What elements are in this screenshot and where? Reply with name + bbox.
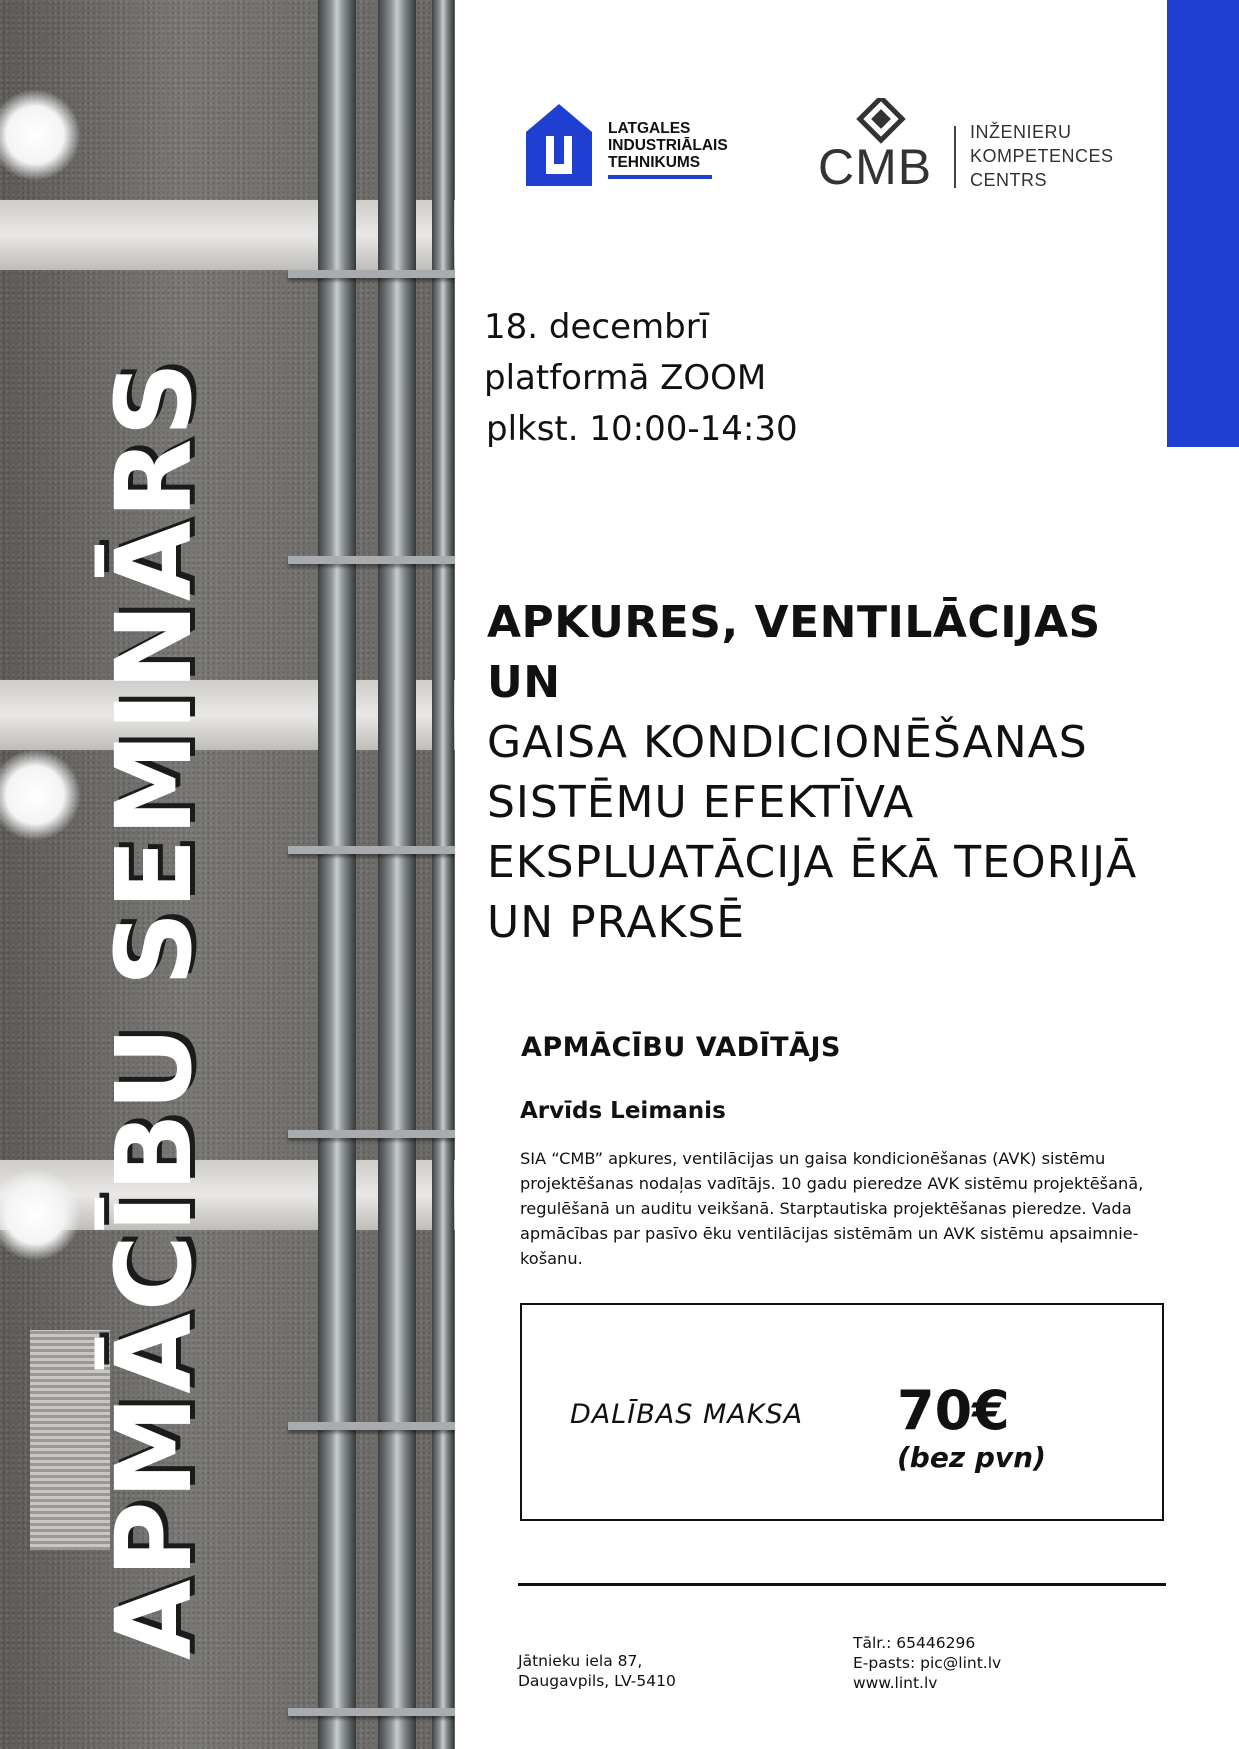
contact-website[interactable]: www.lint.lv (853, 1674, 938, 1692)
lint-logo (524, 102, 769, 188)
pipe-bracket (288, 846, 455, 854)
trainer-heading: APMĀCĪBU VADĪTĀJS (521, 1032, 841, 1063)
pipe-bracket (288, 1708, 455, 1716)
address-line: Daugavpils, LV-5410 (518, 1672, 676, 1690)
pipe-bracket (288, 270, 455, 278)
seminar-title-line: SISTĒMU EFEKTĪVA (487, 777, 915, 828)
contact-email[interactable]: E-pasts: pic@lint.lv (853, 1654, 1002, 1672)
ceiling-lamp-icon (0, 1170, 80, 1260)
pipe (432, 0, 454, 1749)
event-info (484, 302, 798, 455)
background-photo-pipes (0, 0, 455, 1749)
footer-divider (518, 1583, 1166, 1586)
price-value: 70€ (897, 1379, 1010, 1442)
lint-logo-underline (608, 175, 712, 179)
price-label: DALĪBAS MAKSA (570, 1399, 804, 1430)
seminar-title-line: UN PRAKSĒ (487, 897, 746, 948)
seminar-title (487, 593, 1187, 953)
cmb-logo-divider (954, 126, 956, 188)
footer-contact (853, 1633, 1001, 1693)
cmb-logo (818, 98, 1118, 195)
event-platform: platformā ZOOM (484, 358, 767, 398)
ceiling-lamp-icon (0, 90, 80, 180)
lint-logo-line: LATGALES (608, 120, 691, 137)
accent-bar (1167, 0, 1239, 447)
cmb-logo-mark: CMB (818, 139, 933, 195)
price-box (520, 1303, 1164, 1521)
seminar-title-line: APKURES, VENTILĀCIJAS UN (487, 597, 1101, 708)
lint-logo-line: TEHNIKUMS (608, 154, 701, 171)
address-line: Jātnieku iela 87, (518, 1652, 643, 1670)
cmb-logo-line: KOMPETENCES (970, 146, 1114, 166)
lint-logo-line: INDUSTRIĀLAIS (608, 137, 728, 154)
seminar-title-line: GAISA KONDICIONĒŠANAS (487, 717, 1088, 768)
cmb-logo-line: INŽENIERU (970, 122, 1072, 142)
contact-phone: Tālr.: 65446296 (853, 1634, 976, 1652)
ceiling-lamp-icon (0, 750, 80, 840)
trainer-name: Arvīds Leimanis (520, 1098, 726, 1124)
pipe-bracket (288, 556, 455, 564)
cmb-logo-line: CENTRS (970, 170, 1048, 190)
event-date: 18. decembrī (484, 307, 710, 347)
pipe-bracket (288, 1130, 455, 1138)
price-note: (bez pvn) (897, 1441, 1046, 1474)
pipe (318, 0, 356, 1749)
pipe (378, 0, 416, 1749)
seminar-title-line: EKSPLUATĀCIJA ĒKĀ TEORIJĀ (487, 837, 1138, 888)
footer-address (518, 1651, 676, 1691)
vertical-seminar-title: APMĀCĪBU SEMINĀRS (93, 359, 215, 1660)
house-i-logo-icon (524, 102, 594, 188)
trainer-bio: SIA “CMB” apkures, ventilācijas un gaisa kondicionēšanas (AVK) sistēmu projektēšanas nodaļas vadītājs. 10 gadu pieredze AVK sistēmu projektēšanā, regulēšanā un auditu veikšanā. Starptautiska projektēšanas pieredze. Vada apmācības par pasīvo ēku ventilācijas sistēmām un AVK sistēmu apsaimnie-košanu. (520, 1149, 1144, 1268)
event-time: plkst. 10:00-14:30 (486, 409, 798, 449)
lint-logo-text (608, 120, 728, 171)
pipe-bracket (288, 1422, 455, 1430)
cmb-logo-subtitle (970, 120, 1114, 192)
